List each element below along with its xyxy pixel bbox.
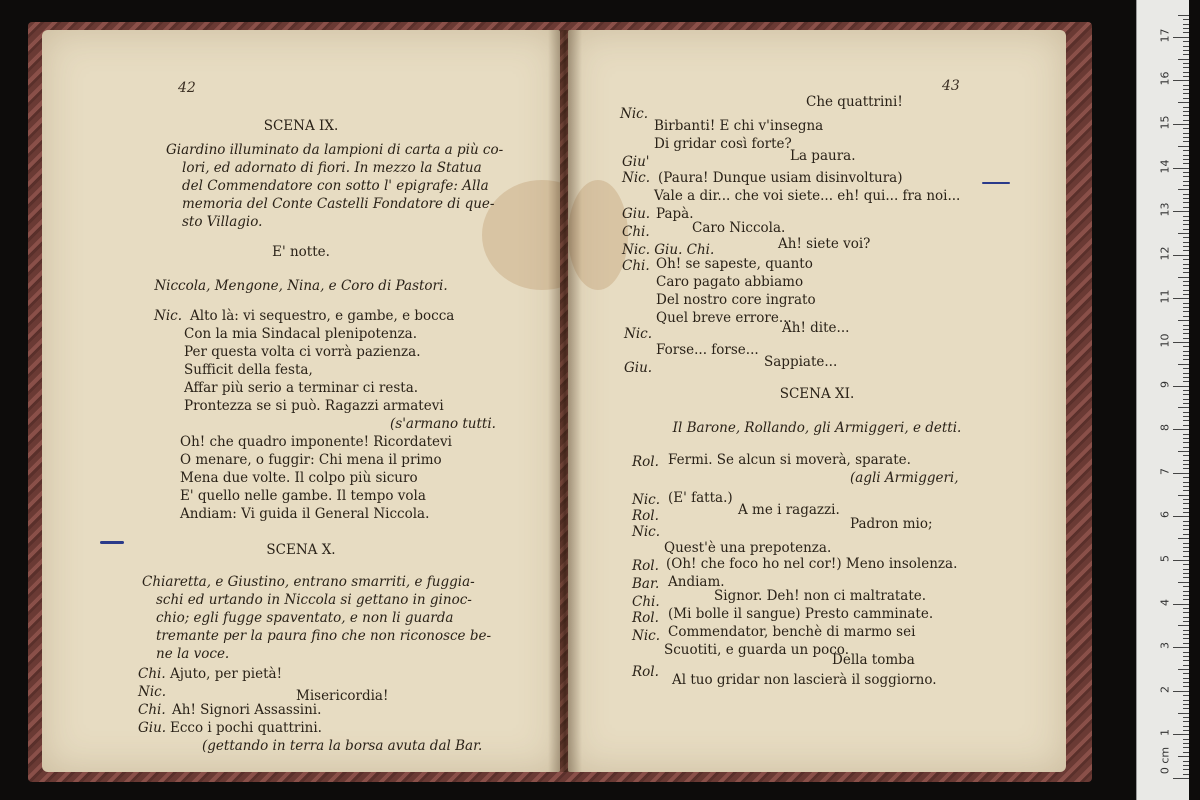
stage-direction-line: tremante per la paura fino che non riconosce be-: [156, 628, 492, 644]
ruler-tick: [1183, 333, 1189, 334]
stage-direction-line: del Commendatore con sotto l' epigrafe: Alla: [182, 178, 489, 194]
ruler-label: 3: [1158, 642, 1172, 650]
speaker: Nic.: [622, 170, 650, 186]
ruler-tick: [1183, 656, 1189, 657]
ruler-tick: [1183, 72, 1189, 73]
ruler-tick: [1183, 368, 1189, 369]
speaker: Nic.: [624, 326, 652, 342]
left-page: [42, 30, 560, 772]
speaker: Nic.: [632, 628, 660, 644]
ruler-tick: [1183, 765, 1189, 766]
verse-line: O menare, o fuggir: Chi mena il primo: [180, 452, 442, 468]
ruler-tick: [1183, 743, 1189, 744]
ruler-tick: [1183, 85, 1189, 86]
verse-line: Fermi. Se alcun si moverà, sparate.: [668, 452, 911, 468]
ruler-tick: [1183, 381, 1189, 382]
stage-direction: (s'armano tutti.: [390, 416, 496, 432]
ruler-tick: [1183, 547, 1189, 548]
ruler-label: 17: [1158, 28, 1172, 43]
ruler-tick: [1183, 721, 1189, 722]
stage-direction: (agli Armiggeri,: [850, 470, 959, 486]
measuring-ruler: [1136, 0, 1189, 800]
stage-direction: (gettando in terra la borsa avuta dal Bar.: [202, 738, 483, 754]
ruler-tick: [1183, 359, 1189, 360]
ruler-tick: [1178, 59, 1189, 60]
speaker: Giu.: [622, 206, 651, 222]
stage-direction-line: lori, ed adornato di fiori. In mezzo la Statua: [182, 160, 482, 176]
verse-line: Sufficit della festa,: [184, 362, 313, 378]
stage-direction-line: schi ed urtando in Niccola si gettano in ginoc-: [156, 592, 472, 608]
ruler-tick: [1173, 691, 1189, 692]
ruler-tick: [1183, 660, 1189, 661]
ruler-tick: [1183, 599, 1189, 600]
ruler-tick: [1183, 163, 1189, 164]
ruler-tick: [1183, 682, 1189, 683]
ruler-label: 9: [1158, 380, 1172, 388]
ruler-tick: [1183, 237, 1189, 238]
ruler-label: 16: [1158, 71, 1172, 86]
ruler-label: 6: [1158, 511, 1172, 519]
speaker: Nic.: [632, 524, 660, 540]
verse-line: Papà.: [656, 206, 694, 222]
stage-direction-line: sto Villagio.: [182, 214, 263, 230]
ruler-tick: [1183, 93, 1189, 94]
ruler-tick: [1183, 638, 1189, 639]
ruler-tick: [1183, 551, 1189, 552]
ruler-tick: [1183, 425, 1189, 426]
ruler-tick: [1183, 420, 1189, 421]
ruler-tick: [1173, 124, 1189, 125]
speaker: Nic.: [138, 684, 166, 700]
ruler-tick: [1183, 141, 1189, 142]
ruler-tick: [1183, 67, 1189, 68]
verse-line: (Paura! Dunque usiam disinvoltura): [658, 170, 903, 186]
scene-note: E' notte.: [272, 244, 330, 260]
speaker: Giu.: [624, 360, 653, 376]
ruler-tick: [1183, 447, 1189, 448]
ruler-tick: [1178, 495, 1189, 496]
speaker: Chi.: [622, 258, 650, 274]
ruler-tick: [1183, 41, 1189, 42]
ruler-tick: [1183, 695, 1189, 696]
ruler-tick: [1183, 32, 1189, 33]
speaker: Chi.: [138, 702, 166, 718]
ruler-tick: [1183, 508, 1189, 509]
verse-line: Affar più serio a terminar ci resta.: [184, 380, 419, 396]
ruler-tick: [1183, 434, 1189, 435]
speaker: Chi.: [138, 666, 166, 682]
ruler-tick: [1183, 325, 1189, 326]
ruler-tick: [1183, 747, 1189, 748]
ruler-tick: [1183, 176, 1189, 177]
ruler-tick: [1183, 115, 1189, 116]
verse-line: Per questa volta ci vorrà pazienza.: [184, 344, 421, 360]
ruler-tick: [1178, 669, 1189, 670]
speaker: Nic. Giu. Chi.: [622, 242, 715, 258]
ruler-tick: [1183, 678, 1189, 679]
ruler-label: 1: [1158, 729, 1172, 737]
ruler-tick: [1183, 329, 1189, 330]
ruler-tick: [1178, 320, 1189, 321]
verse-line: Ah! dite...: [782, 320, 850, 336]
verse-line: Di gridar così forte?: [654, 136, 792, 152]
ruler-tick: [1183, 482, 1189, 483]
ruler-tick: [1183, 373, 1189, 374]
ruler-tick: [1183, 137, 1189, 138]
verse-line: Commendator, benchè di marmo sei: [668, 624, 916, 640]
ruler-tick: [1173, 342, 1189, 343]
ruler-tick: [1183, 739, 1189, 740]
verse-line: Sappiate...: [764, 354, 838, 370]
verse-line: Vale a dir... che voi siete... eh! qui... fra noi...: [654, 188, 961, 204]
ruler-tick: [1178, 15, 1189, 16]
ruler-tick: [1183, 634, 1189, 635]
ruler-tick: [1183, 521, 1189, 522]
ruler-tick: [1183, 617, 1189, 618]
verse-line: Della tomba: [832, 652, 915, 668]
ruler-tick: [1183, 704, 1189, 705]
character-list: Niccola, Mengone, Nina, e Coro di Pastori.: [154, 278, 448, 294]
ruler-tick: [1178, 407, 1189, 408]
ruler-tick: [1183, 264, 1189, 265]
ruler-tick: [1183, 268, 1189, 269]
ruler-label: 10: [1158, 333, 1172, 348]
ruler-tick: [1183, 394, 1189, 395]
ruler-tick: [1183, 460, 1189, 461]
ruler-tick: [1183, 652, 1189, 653]
verse-line: (Oh! che foco ho nel cor!) Meno insolenza.: [666, 556, 958, 572]
ruler-tick: [1183, 98, 1189, 99]
verse-line: Ah! Signori Assassini.: [172, 702, 322, 718]
verse-line: Quest'è una prepotenza.: [664, 540, 832, 556]
verse-line: Oh! che quadro imponente! Ricordatevi: [180, 434, 452, 450]
ruler-tick: [1183, 259, 1189, 260]
verse-line: Prontezza se si può. Ragazzi armatevi: [184, 398, 444, 414]
ruler-tick: [1183, 28, 1189, 29]
ruler-tick: [1178, 146, 1189, 147]
ruler-tick: [1183, 285, 1189, 286]
ruler-label: 0 cm: [1158, 746, 1172, 775]
ruler-tick: [1183, 307, 1189, 308]
character-list: Il Barone, Rollando, gli Armiggeri, e detti.: [672, 420, 962, 436]
ruler-tick: [1183, 412, 1189, 413]
ruler-tick: [1183, 499, 1189, 500]
ruler-tick: [1183, 769, 1189, 770]
ruler-tick: [1183, 290, 1189, 291]
ruler-tick: [1178, 364, 1189, 365]
ruler-tick: [1183, 311, 1189, 312]
ruler-tick: [1183, 591, 1189, 592]
ruler-tick: [1183, 503, 1189, 504]
ruler-tick: [1183, 294, 1189, 295]
speaker: Giu': [622, 154, 650, 170]
ruler-tick: [1183, 250, 1189, 251]
ruler-tick: [1183, 281, 1189, 282]
ruler-tick: [1183, 155, 1189, 156]
ruler-tick: [1183, 464, 1189, 465]
ruler-tick: [1183, 207, 1189, 208]
ruler-tick: [1178, 625, 1189, 626]
ruler-tick: [1183, 630, 1189, 631]
speaker: Chi.: [632, 594, 660, 610]
ruler-tick: [1183, 416, 1189, 417]
verse-line: Che quattrini!: [806, 94, 903, 110]
ruler-tick: [1183, 185, 1189, 186]
ruler-tick: [1173, 211, 1189, 212]
ruler-tick: [1178, 538, 1189, 539]
ruler-label: 2: [1158, 685, 1172, 693]
ruler-tick: [1183, 19, 1189, 20]
ruler-tick: [1183, 577, 1189, 578]
ruler-tick: [1173, 778, 1189, 779]
ruler-tick: [1183, 50, 1189, 51]
verse-line: Padron mio;: [850, 516, 933, 532]
verse-line: Caro Niccola.: [692, 220, 786, 236]
ruler-tick: [1183, 172, 1189, 173]
ruler-tick: [1183, 486, 1189, 487]
ruler-tick: [1183, 24, 1189, 25]
ruler-tick: [1183, 717, 1189, 718]
ruler-tick: [1183, 216, 1189, 217]
verse-line: Andiam.: [668, 574, 725, 590]
verse-line: Misericordia!: [296, 688, 389, 704]
ruler-tick: [1173, 168, 1189, 169]
ruler-tick: [1183, 159, 1189, 160]
ruler-tick: [1183, 761, 1189, 762]
ruler-tick: [1183, 512, 1189, 513]
ruler-tick: [1183, 673, 1189, 674]
ruler-tick: [1183, 573, 1189, 574]
ruler-tick: [1183, 202, 1189, 203]
verse-line: Caro pagato abbiamo: [656, 274, 804, 290]
ruler-tick: [1173, 255, 1189, 256]
verse-line: Al tuo gridar non lascierà il soggiorno.: [672, 672, 937, 688]
verse-line: Signor. Deh! non ci maltratate.: [714, 588, 927, 604]
ruler-tick: [1183, 586, 1189, 587]
ruler-tick: [1183, 303, 1189, 304]
ruler-tick: [1183, 525, 1189, 526]
ruler-tick: [1173, 516, 1189, 517]
speaker: Rol.: [632, 508, 659, 524]
speaker: Nic.: [154, 308, 182, 324]
ruler-tick: [1183, 477, 1189, 478]
ruler-tick: [1173, 37, 1189, 38]
verse-line: Ajuto, per pietà!: [170, 666, 282, 682]
ruler-tick: [1183, 534, 1189, 535]
verse-line: E' quello nelle gambe. Il tempo vola: [180, 488, 426, 504]
ruler-tick: [1183, 181, 1189, 182]
ruler-tick: [1173, 473, 1189, 474]
ruler-tick: [1183, 224, 1189, 225]
ruler-tick: [1178, 451, 1189, 452]
stage-direction-line: Giardino illuminato da lampioni di carta a più co-: [166, 142, 504, 158]
verse-line: Birbanti! E chi v'insegna: [654, 118, 824, 134]
ruler-tick: [1183, 438, 1189, 439]
verse-line: Scuotiti, e guarda un poco.: [664, 642, 849, 658]
ruler-label: 15: [1158, 115, 1172, 130]
ruler-tick: [1173, 734, 1189, 735]
ruler-tick: [1183, 150, 1189, 151]
ruler-tick: [1183, 194, 1189, 195]
ruler-tick: [1183, 346, 1189, 347]
ruler-tick: [1183, 54, 1189, 55]
ruler-label: 5: [1158, 555, 1172, 562]
ruler-tick: [1183, 128, 1189, 129]
ruler-tick: [1183, 569, 1189, 570]
ruler-tick: [1183, 442, 1189, 443]
speaker: Rol.: [632, 664, 659, 680]
verse-line: Del nostro core ingrato: [656, 292, 816, 308]
ruler-tick: [1183, 643, 1189, 644]
ruler-label: 14: [1158, 159, 1172, 174]
ruler-label: 8: [1158, 424, 1172, 432]
speaker: Rol.: [632, 558, 659, 574]
ruler-tick: [1183, 355, 1189, 356]
ruler-tick: [1178, 713, 1189, 714]
ruler-tick: [1183, 564, 1189, 565]
page-number: 43: [942, 78, 960, 94]
ruler-tick: [1178, 233, 1189, 234]
ruler-tick: [1183, 377, 1189, 378]
ruler-tick: [1183, 612, 1189, 613]
ruler-tick: [1183, 229, 1189, 230]
ruler-tick: [1183, 595, 1189, 596]
ruler-tick: [1183, 107, 1189, 108]
ruler-tick: [1173, 429, 1189, 430]
ruler-tick: [1183, 621, 1189, 622]
ruler-tick: [1173, 604, 1189, 605]
ruler-tick: [1183, 665, 1189, 666]
ruler-tick: [1183, 752, 1189, 753]
ruler-tick: [1173, 560, 1189, 561]
verse-line: Alto là: vi sequestro, e gambe, e bocca: [190, 308, 455, 324]
ruler-tick: [1173, 80, 1189, 81]
scene-title: SCENA X.: [266, 542, 336, 558]
ruler-tick: [1183, 133, 1189, 134]
pen-mark: [982, 182, 1010, 184]
verse-line: Con la mia Sindacal plenipotenza.: [184, 326, 418, 342]
ruler-tick: [1183, 403, 1189, 404]
ruler-tick: [1178, 756, 1189, 757]
verse-line: Ah! siete voi?: [778, 236, 871, 252]
ruler-tick: [1183, 46, 1189, 47]
ruler-tick: [1183, 726, 1189, 727]
ruler-tick: [1173, 386, 1189, 387]
verse-line: Oh! se sapeste, quanto: [656, 256, 813, 272]
verse-line: A me i ragazzi.: [738, 502, 840, 518]
verse-line: (Mi bolle il sangue) Presto camminate.: [668, 606, 934, 622]
right-page: [568, 30, 1066, 772]
speaker: Chi.: [622, 224, 650, 240]
page-number: 42: [178, 80, 196, 96]
ruler-label: 11: [1158, 289, 1172, 304]
stage-direction-line: Chiaretta, e Giustino, entrano smarriti, e fuggia-: [142, 574, 475, 590]
ruler-tick: [1178, 189, 1189, 190]
speaker: Rol.: [632, 454, 659, 470]
scene-title: SCENA IX.: [263, 118, 339, 134]
ruler-tick: [1183, 198, 1189, 199]
ruler-tick: [1183, 774, 1189, 775]
ruler-tick: [1183, 76, 1189, 77]
ruler-tick: [1183, 351, 1189, 352]
ruler-tick: [1183, 242, 1189, 243]
ruler-tick: [1183, 246, 1189, 247]
verse-line: (E' fatta.): [668, 490, 733, 506]
ruler-tick: [1183, 120, 1189, 121]
ruler-tick: [1183, 543, 1189, 544]
ruler-label: 13: [1158, 202, 1172, 217]
ruler-label: 12: [1158, 246, 1172, 261]
verse-line: Quel breve errore...: [656, 310, 792, 326]
speaker: Bar.: [632, 576, 660, 592]
ruler-tick: [1173, 647, 1189, 648]
ruler-label: 4: [1158, 598, 1172, 606]
ruler-tick: [1183, 455, 1189, 456]
ruler-tick: [1183, 111, 1189, 112]
book-gutter: [548, 30, 582, 772]
ruler-tick: [1183, 708, 1189, 709]
ruler-tick: [1183, 272, 1189, 273]
ruler-tick: [1183, 686, 1189, 687]
speaker: Rol.: [632, 610, 659, 626]
stage-direction-line: memoria del Conte Castelli Fondatore di que-: [182, 196, 495, 212]
ruler-tick: [1178, 277, 1189, 278]
speaker: Nic.: [620, 106, 648, 122]
ruler-tick: [1183, 338, 1189, 339]
ruler-tick: [1173, 298, 1189, 299]
ruler-tick: [1183, 89, 1189, 90]
ruler-tick: [1183, 399, 1189, 400]
speaker: Nic.: [632, 492, 660, 508]
pen-mark: [100, 541, 124, 544]
ruler-tick: [1183, 730, 1189, 731]
scene-title: SCENA XI.: [779, 386, 855, 402]
ruler-label: 7: [1158, 467, 1172, 475]
verse-line: Forse... forse...: [656, 342, 759, 358]
ruler-tick: [1183, 608, 1189, 609]
ruler-tick: [1183, 390, 1189, 391]
stage-direction-line: ne la voce.: [156, 646, 230, 662]
verse-line: Ecco i pochi quattrini.: [170, 720, 322, 736]
verse-line: La paura.: [790, 148, 856, 164]
verse-line: Andiam: Vi guida il General Niccola.: [180, 506, 430, 522]
stage-direction-line: chio; egli fugge spaventato, e non li guarda: [156, 610, 454, 626]
ruler-tick: [1183, 490, 1189, 491]
speaker: Giu.: [138, 720, 167, 736]
ruler-tick: [1183, 556, 1189, 557]
verse-line: Mena due volte. Il colpo più sicuro: [180, 470, 418, 486]
ruler-tick: [1183, 220, 1189, 221]
ruler-tick: [1183, 529, 1189, 530]
ruler-tick: [1183, 63, 1189, 64]
ruler-tick: [1183, 468, 1189, 469]
ruler-tick: [1178, 102, 1189, 103]
ruler-tick: [1183, 700, 1189, 701]
ruler-tick: [1183, 316, 1189, 317]
ruler-tick: [1178, 582, 1189, 583]
